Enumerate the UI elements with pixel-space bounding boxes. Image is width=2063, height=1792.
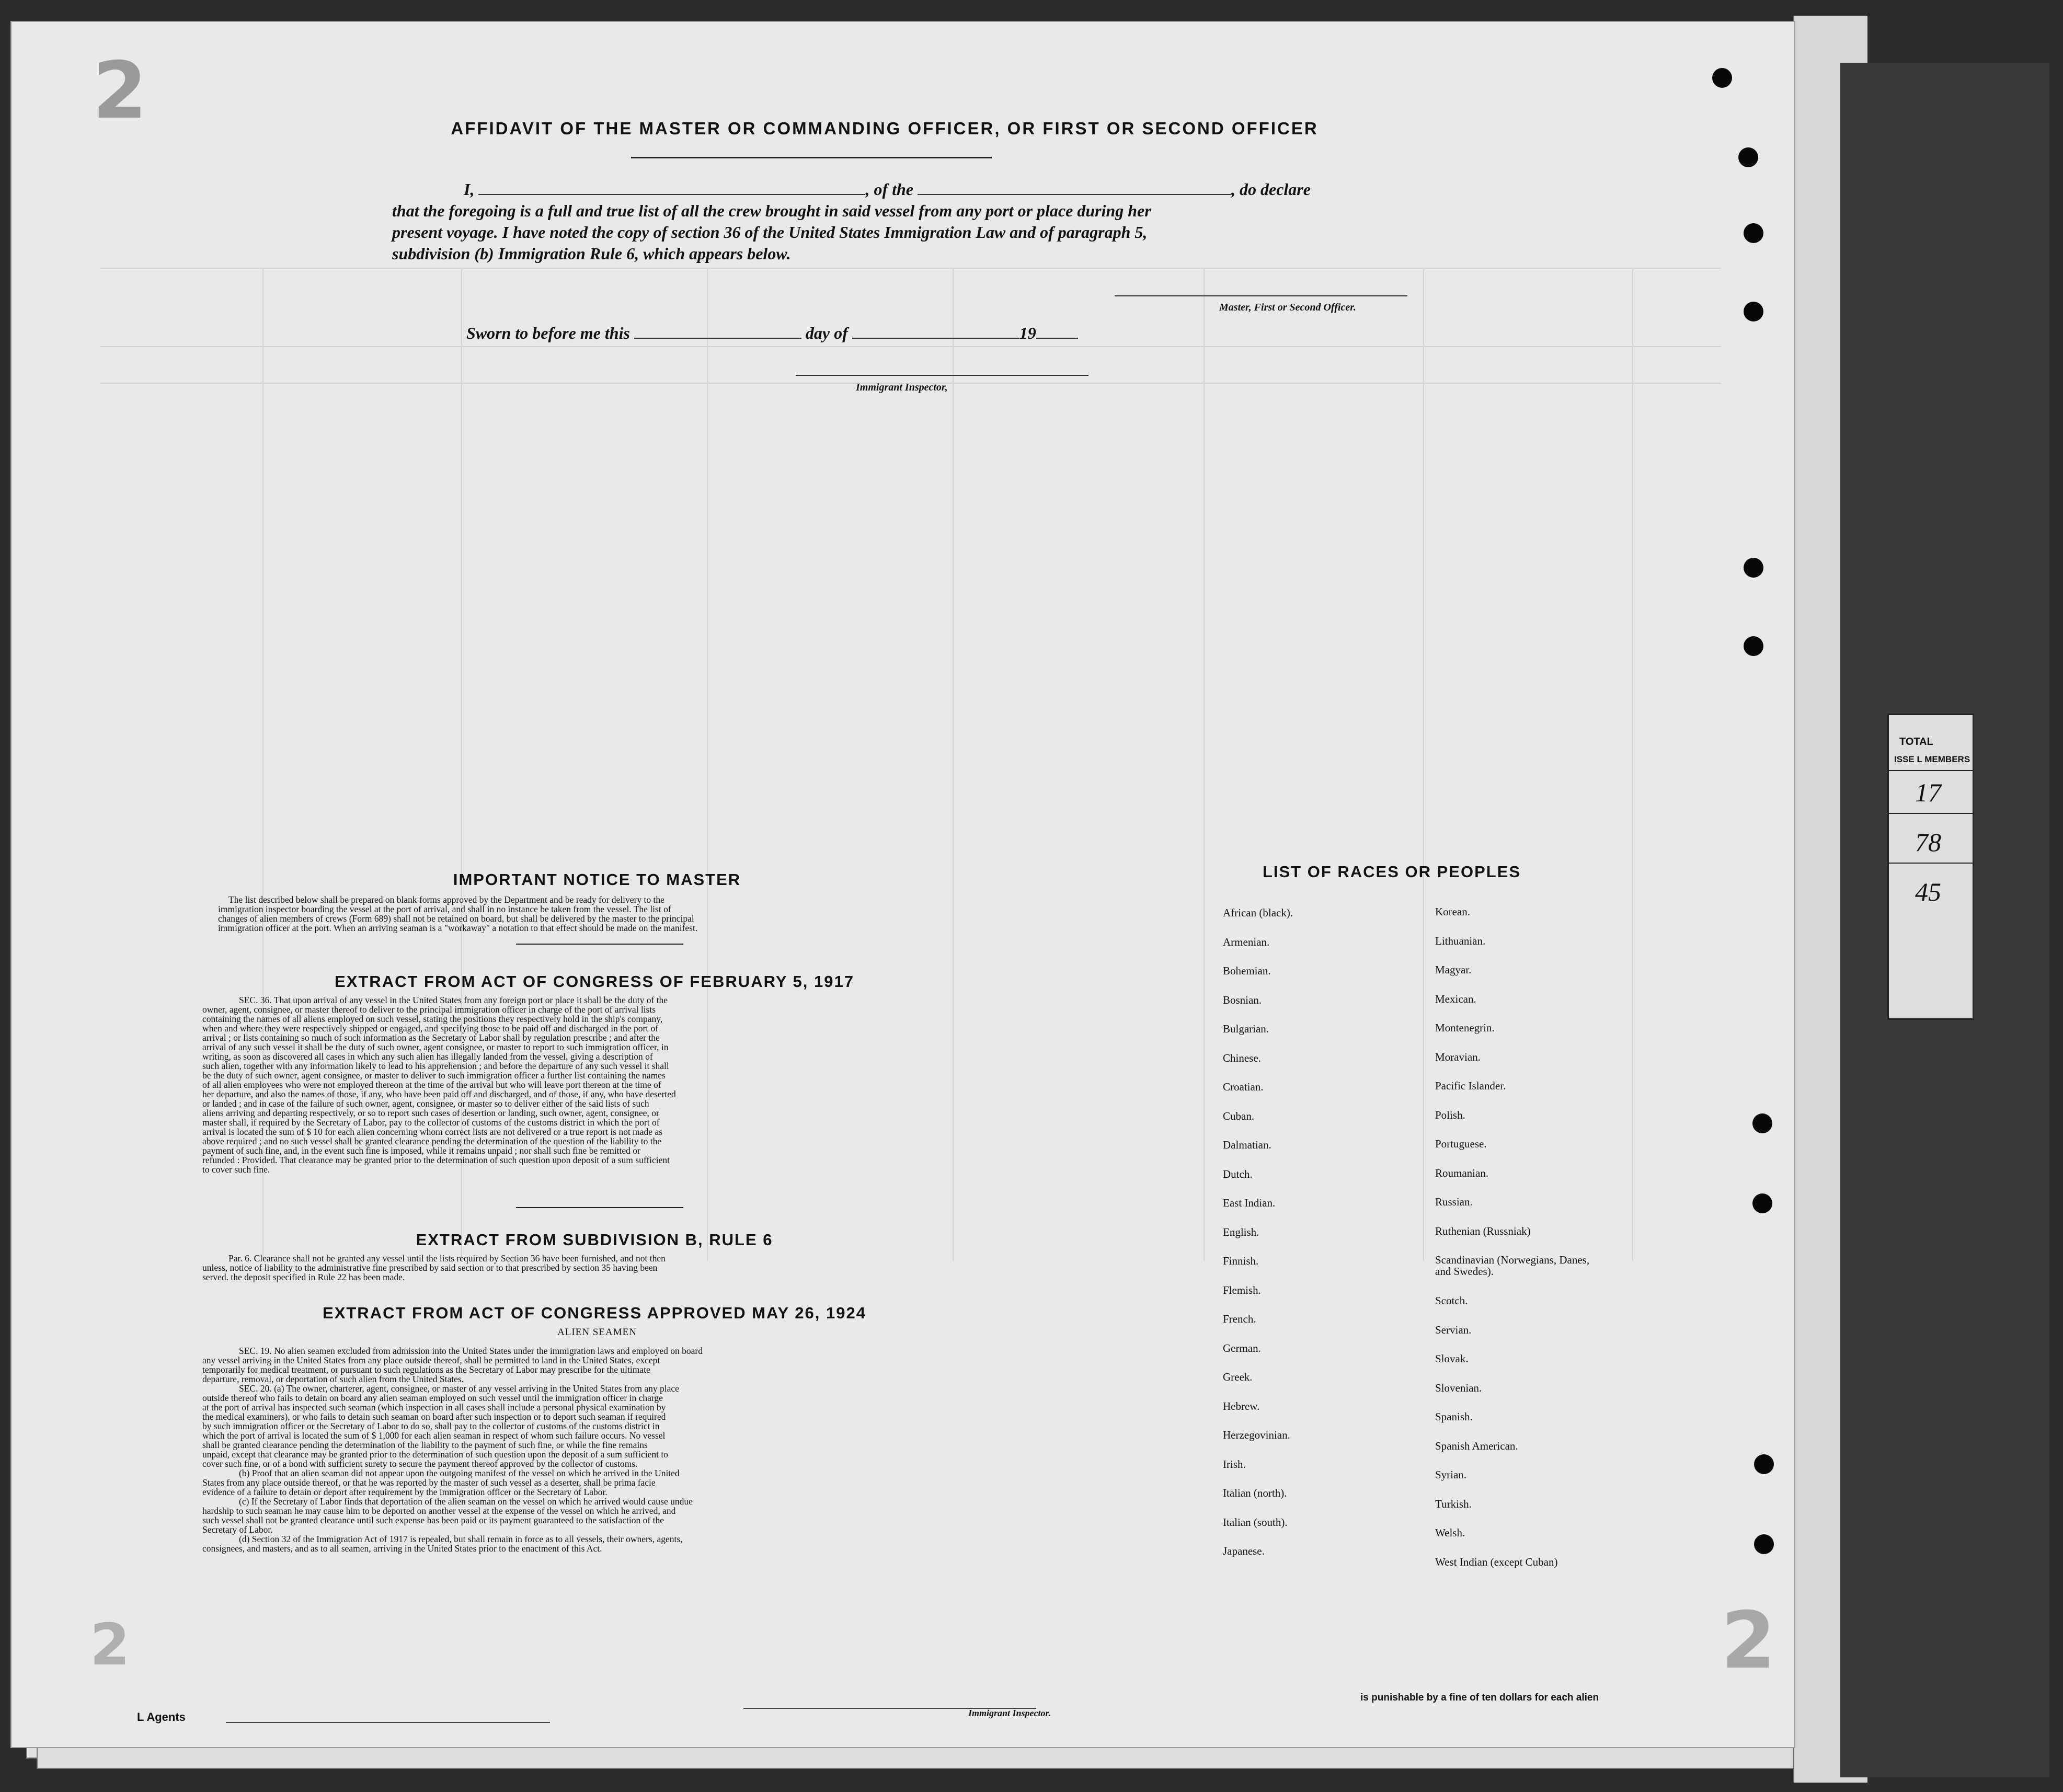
race-item: Spanish. [1435, 1410, 1473, 1423]
extract-line: refunded : Provided. That clearance may be granted prior to the determination of such question upon deposit of a sum sufficient [202, 1155, 670, 1165]
sworn-line [466, 323, 1198, 344]
extract-line: to cover such fine. [202, 1164, 270, 1175]
extract-line: containing the names of all aliens employed on such vessel, stating the positions they respectively hold in the ship's company, [202, 1014, 663, 1024]
extract-line: States from any place outside thereof, or that he was reported by the master of such vessel as a deserter, shall be prima facie [202, 1477, 656, 1488]
extract-line: arrival ; or lists containing so much of such information as the Secretary of Labor shall by regulation prescribe ; and after the [202, 1032, 660, 1043]
race-item: Pacific Islander. [1435, 1079, 1506, 1092]
race-item: Italian (south). [1223, 1515, 1288, 1529]
races-right-column [1435, 906, 1644, 1585]
race-item: Flemish. [1223, 1283, 1261, 1296]
tally-value: 17 [1889, 770, 1973, 808]
extract-line: consignees, and masters, and as to all seamen, arriving in the United States prior to the enactment of this Act. [202, 1543, 602, 1554]
race-item: Bohemian. [1223, 964, 1271, 977]
race-item: Ruthenian (Russniak) [1435, 1224, 1531, 1237]
extract-line: cover such fine, or of a bond with sufficient surety to secure the payment thereof approved by the collector of customs. [202, 1458, 638, 1469]
notice-line: immigration officer at the port. When an arriving seaman is a "workaway" a notation to that effect should be made on the manifest. [218, 923, 698, 933]
punch-hole [1744, 636, 1763, 656]
race-item: Irish. [1223, 1457, 1246, 1471]
punch-hole [1744, 558, 1763, 578]
year-blank[interactable] [1036, 324, 1078, 339]
extract-line: unpaid, except that clearance may be granted prior to the determination of such question upon the deposit of a sum sufficient to [202, 1449, 668, 1460]
race-item: German. [1223, 1341, 1261, 1354]
extract-line: (d) Section 32 of the Immigration Act of 1917 is repealed, but shall remain in force as to all vessels, their owners, agents, [239, 1534, 683, 1544]
day-of-label: day of [805, 324, 848, 342]
race-item: Mexican. [1435, 992, 1476, 1005]
extract-line: at the port of arrival has inspected such seaman (which inspection in all cases shall include a personal physical examination by [202, 1402, 666, 1412]
extract-line: be the duty of such owner, agent consignee, or master to deliver to such immigration officer a further list containing the names [202, 1070, 666, 1081]
race-item: Bosnian. [1223, 993, 1262, 1006]
extract-line: hardship to such seaman he may cause him to be deported on another vessel at the expense of the vessel on which he arrived, and [202, 1506, 676, 1516]
extract-line: departure, removal, or deportation of such alien from the United States. [202, 1374, 464, 1384]
fine-note: is punishable by a fine of ten dollars for each alien [1360, 1692, 1599, 1703]
race-item: Scandinavian (Norwegians, Danes, and Swedes). [1435, 1254, 1590, 1278]
extract-line: evidence of a failure to detain or deport after requirement by the immigration officer or the Secretary of Labor. [202, 1487, 608, 1497]
extract-line: shall be granted clearance pending the determination of the liability to the payment of such fine, or while the fine remains [202, 1440, 648, 1450]
tally-value: 78 [1889, 813, 1973, 857]
punch-hole [1738, 147, 1758, 167]
agents-signature-line[interactable] [226, 1722, 550, 1723]
punch-hole [1752, 1193, 1772, 1213]
race-item: Servian. [1435, 1323, 1472, 1336]
race-item: Scotch. [1435, 1294, 1468, 1307]
name-blank[interactable] [478, 180, 865, 195]
year-prefix: 19 [1019, 324, 1036, 342]
race-item: Armenian. [1223, 935, 1270, 948]
race-item: Dalmatian. [1223, 1139, 1271, 1151]
extract-line: (b) Proof that an alien seaman did not appear upon the outgoing manifest of the vessel on which he arrived in the United [239, 1468, 680, 1478]
race-item: Cuban. [1223, 1109, 1255, 1122]
notice-text [218, 895, 971, 933]
extract-1917-title: EXTRACT FROM ACT OF CONGRESS OF FEBRUARY 5, 1917 [335, 972, 854, 991]
race-item: African (black). [1223, 906, 1293, 919]
race-item: Croatian. [1223, 1081, 1264, 1093]
extract-line: by such immigration officer or the Secretary of Labor to do so, shall pay to the collector of customs of the customs district in [202, 1421, 660, 1431]
notice-line: The list described below shall be prepared on blank forms approved by the Department and be ready for delivery to the [228, 894, 664, 905]
extract-rule6-text [202, 1254, 971, 1282]
affidavit-line-1 [464, 179, 1405, 200]
extract-1924-title: EXTRACT FROM ACT OF CONGRESS APPROVED MAY 26, 1924 [323, 1304, 866, 1322]
extract-1924-subtitle: ALIEN SEAMEN [557, 1327, 637, 1338]
extract-line: owner, agent, consignee, or master thereof to deliver to the principal immigration officer in charge of the port of arrival lists [202, 1004, 656, 1015]
races-title: LIST OF RACES OR PEOPLES [1262, 863, 1521, 881]
extract-line: unless, notice of liability to the administrative fine prescribed by said section or to that prescribed by section 35 having been [202, 1262, 658, 1273]
notice-line: immigration inspector boarding the vessel at the port of arrival, and shall in no instance be taken from the vessel. The list of [218, 904, 671, 914]
extract-line: SEC. 36. That upon arrival of any vessel in the United States from any foreign port or place it shall be the duty of the [239, 995, 668, 1005]
agents-label: L Agents [137, 1710, 186, 1724]
inspector-signature-line[interactable] [796, 375, 1088, 376]
race-item: Polish. [1435, 1108, 1465, 1121]
sheet-number-bottom-right: 2 [1721, 1595, 1776, 1686]
extract-line: any vessel arriving in the United States from any place outside thereof, shall be permitted to land in the United States, except [202, 1355, 660, 1365]
punch-hole [1712, 68, 1732, 88]
master-signature-line[interactable] [1115, 295, 1407, 296]
sheet-number-bottom: 2 [90, 1611, 130, 1678]
punch-hole [1754, 1454, 1774, 1474]
extract-line: above required ; and no such vessel shall be granted clearance pending the determination of the question of the liability to the [202, 1136, 662, 1146]
extract-line: payment of such fine, and, in the event such fine is imposed, while it remains unpaid ; nor shall such fine be remitted or [202, 1145, 640, 1156]
affidavit-line-3: present voyage. I have noted the copy of section 36 of the United States Immigration Law and of paragraph 5, [392, 223, 1148, 242]
affidavit-line-4: subdivision (b) Immigration Rule 6, which appears below. [392, 244, 791, 263]
manifest-sheet [10, 21, 1795, 1748]
section-rule [516, 944, 683, 945]
affidavit-do-declare: , do declare [1231, 180, 1311, 199]
race-item: Greek. [1223, 1371, 1253, 1383]
race-item: English. [1223, 1225, 1259, 1238]
inspector-caption: Immigrant Inspector, [856, 382, 948, 393]
tally-header-2: ISSE L MEMBERS [1894, 754, 1970, 764]
vessel-blank[interactable] [918, 180, 1231, 195]
race-item: Portuguese. [1435, 1138, 1487, 1150]
extract-line: such alien, together with any information likely to lead to his apprehension ; and before the departure of any such vessel it shall [202, 1061, 669, 1071]
race-item: Spanish American. [1435, 1439, 1518, 1452]
section-rule [516, 1207, 683, 1208]
race-item: Lithuanian. [1435, 934, 1486, 947]
extract-line: which the port of arrival is located the sum of $ 1,000 for each alien seaman in respect of whom such failure occurs. No vessel [202, 1430, 666, 1441]
extract-rule6-title: EXTRACT FROM SUBDIVISION B, RULE 6 [416, 1231, 773, 1249]
master-caption: Master, First or Second Officer. [1219, 302, 1356, 313]
extract-line: (c) If the Secretary of Labor finds that deportation of the alien seaman on the vessel on which he arrived would cause undue [239, 1496, 693, 1507]
punch-hole [1754, 1534, 1774, 1554]
sworn-label: Sworn to before me this [466, 324, 630, 342]
extract-line: Secretary of Labor. [202, 1524, 273, 1535]
race-item: Slovak. [1435, 1352, 1469, 1365]
tally-value: 45 [1889, 863, 1973, 907]
extract-line: master shall, if required by the Secretary of Labor, pay to the collector of customs of the customs district in which the port of [202, 1117, 660, 1128]
race-item: Korean. [1435, 905, 1471, 918]
race-item: Bulgarian. [1223, 1023, 1269, 1035]
race-item: Herzegovinian. [1223, 1429, 1290, 1441]
extract-line: aliens arriving and departing respectively, or so to report such cases of desertion or landing, such owner, agent, consignee, or [202, 1108, 659, 1118]
tally-header-1: TOTAL [1899, 736, 1933, 748]
extract-line: such vessel shall not be granted clearance until such expense has been paid or its payment guaranteed to the satisfaction of the [202, 1515, 664, 1525]
race-item: Hebrew. [1223, 1399, 1260, 1412]
race-item: West Indian (except Cuban) [1435, 1555, 1558, 1568]
day-blank[interactable] [634, 324, 801, 339]
extract-line: the medical examiners), or who fails to detain such seaman on board after such inspection or to deport such seaman if required [202, 1411, 666, 1422]
race-item: Dutch. [1223, 1167, 1253, 1180]
race-item: Syrian. [1435, 1468, 1467, 1481]
race-item: Chinese. [1223, 1051, 1261, 1064]
extract-line: of all alien employees who were not employed thereon at the time of the arrival but who will leave port thereon at the time of [202, 1079, 661, 1090]
extract-line: or landed ; and in case of the failure of such owner, agent, consignee, or master so to deliver either of the said lists of such [202, 1098, 649, 1109]
extract-line: arrival of any such vessel it shall be the duty of such owner, agent consignee, or master to report to such immigration officer, in [202, 1042, 669, 1052]
punch-hole [1744, 302, 1763, 321]
race-item: Roumanian. [1435, 1166, 1489, 1179]
extract-line: writing, as soon as discovered all cases in which any such alien has illegally landed from the vessel, giving a description of [202, 1051, 653, 1062]
race-item: East Indian. [1223, 1197, 1276, 1209]
punch-hole [1752, 1113, 1772, 1133]
extract-line: SEC. 20. (a) The owner, charterer, agent, consignee, or master of any vessel arriving in the United States from any place [239, 1383, 679, 1394]
race-item: French. [1223, 1313, 1256, 1325]
title-rule [631, 157, 992, 158]
affidavit-line-2: that the foregoing is a full and true list of all the crew brought in said vessel from any port or place during her [392, 201, 1151, 220]
tally-box [1887, 714, 1974, 1020]
race-item: Finnish. [1223, 1255, 1259, 1267]
race-item: Japanese. [1223, 1545, 1265, 1557]
extract-1924-text [202, 1346, 971, 1553]
race-item: Moravian. [1435, 1050, 1481, 1063]
race-item: Welsh. [1435, 1526, 1465, 1539]
race-item: Montenegrin. [1435, 1021, 1495, 1034]
extract-line: when and where they were respectively shipped or engaged, and specifying those to be paid off and discharged in the port of [202, 1023, 659, 1033]
extract-1917-text [202, 995, 971, 1174]
extract-line: arrival is located the sum of $ 10 for each alien concerning whom correct lists are not delivered or a true report is not made as [202, 1127, 663, 1137]
extract-line: her departure, and also the names of those, if any, who have been paid off and discharged, and of those, if any, who have deserted [202, 1089, 676, 1099]
race-item: Slovenian. [1435, 1381, 1482, 1394]
month-blank[interactable] [852, 324, 1019, 339]
race-item: Turkish. [1435, 1497, 1472, 1510]
notice-title: IMPORTANT NOTICE TO MASTER [453, 870, 741, 889]
bottom-inspector-caption: Immigrant Inspector. [968, 1708, 1051, 1718]
sheet-number: 2 [93, 45, 147, 136]
race-item: Italian (north). [1223, 1487, 1287, 1499]
affidavit-i: I, [464, 180, 475, 199]
extract-line: outside thereof who fails to detain on board any alien seaman employed on such vessel until the immigration officer in charge [202, 1393, 663, 1403]
race-item: Russian. [1435, 1196, 1473, 1208]
punch-hole [1744, 223, 1763, 243]
affidavit-title: AFFIDAVIT OF THE MASTER OR COMMANDING OFFICER, OR FIRST OR SECOND OFFICER [451, 119, 1319, 138]
races-left-column [1223, 907, 1406, 1575]
affidavit-of-the: , of the [865, 180, 913, 199]
notice-line: changes of alien members of crews (Form 689) shall not be retained on board, but shall be delivered by the master to the principal [218, 913, 694, 924]
extract-line: Par. 6. Clearance shall not be granted any vessel until the lists required by Section 36 have been furnished, and not then [228, 1253, 666, 1263]
extract-line: SEC. 19. No alien seamen excluded from admission into the United States under the immigration laws and employed on board [239, 1346, 703, 1356]
extract-line: served. the deposit specified in Rule 22 has been made. [202, 1272, 405, 1282]
race-item: Magyar. [1435, 963, 1472, 976]
extract-line: temporarily for medical treatment, or pursuant to such regulations as the Secretary of Labor may prescribe for the ultimate [202, 1364, 650, 1375]
